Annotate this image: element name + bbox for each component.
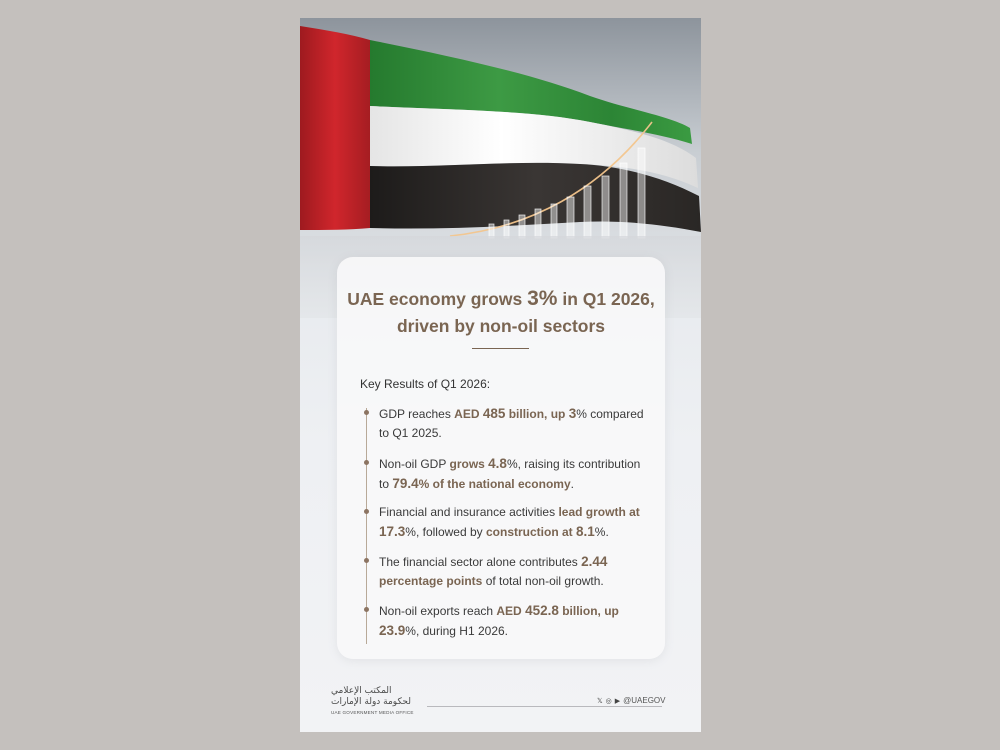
logo-arabic-line-2: لحكومة دولة الإمارات (331, 697, 411, 707)
emphasis-text: 4.8 (488, 456, 507, 471)
emphasis-text: percentage points (379, 574, 483, 588)
body-text: %, raising its contribution to (379, 457, 641, 491)
bullet-dot (364, 509, 369, 514)
social-handle[interactable]: @UAEGOV (623, 696, 666, 705)
body-text: GDP reaches (379, 407, 455, 421)
body-text: of total non-oil growth. (482, 574, 604, 588)
body-text: % compared to Q1 2025. (379, 407, 644, 440)
emphasis-text: 8.1 (576, 524, 595, 539)
emphasis-text: AED (454, 407, 483, 421)
emphasis-text: 485 (482, 406, 506, 421)
media-office-logo (331, 686, 426, 715)
emphasis-text: 452.8 (525, 603, 559, 618)
logo-arabic-line-1: المكتب الإعلامي (331, 686, 392, 696)
title-divider (472, 348, 529, 349)
body-text: The financial sector alone contributes (379, 555, 582, 569)
emphasis-text: construction at (486, 525, 577, 539)
body-text: Financial and insurance activities (379, 505, 559, 519)
emphasis-text: AED (496, 604, 526, 618)
headline (347, 285, 655, 340)
emphasis-text: billion, up (558, 604, 619, 618)
social-links (597, 696, 666, 705)
bullet-dot (364, 410, 369, 415)
logo-english: UAE GOVERNMENT MEDIA OFFICE (331, 710, 414, 715)
emphasis-text: 23.9 (379, 623, 406, 638)
body-text: %, followed by (405, 525, 486, 539)
info-card (337, 257, 665, 659)
emphasis-text: grows (449, 457, 489, 471)
youtube-icon[interactable]: ▶ (614, 697, 621, 705)
headline-part-1: UAE economy grows (347, 289, 528, 309)
emphasis-text: 2.44 (581, 554, 608, 569)
body-text: Non-oil exports reach (379, 604, 497, 618)
body-text: %, during H1 2026. (405, 624, 509, 638)
x-icon[interactable]: 𝕏 (597, 697, 603, 705)
key-result-text (379, 601, 649, 641)
bullet-dot (364, 607, 369, 612)
key-result-text (379, 552, 649, 591)
bullet-dot (364, 558, 369, 563)
key-results-title: Key Results of Q1 2026: (360, 377, 491, 391)
emphasis-text: 79.4 (392, 476, 419, 491)
headline-part-2: in Q1 2026, driven by non-oil sectors (396, 289, 655, 336)
body-text: . (570, 477, 574, 491)
bullet-dot (364, 460, 369, 465)
headline-highlight: 3% (527, 287, 558, 310)
key-result-text (379, 454, 649, 494)
emphasis-text: lead growth at (558, 505, 640, 519)
emphasis-text: % of the national economy (418, 477, 571, 491)
instagram-icon[interactable]: ◎ (605, 697, 612, 705)
footer-divider (427, 706, 662, 707)
key-result-text (379, 503, 649, 542)
key-result-text (379, 404, 649, 443)
emphasis-text: billion, up (505, 407, 569, 421)
body-text: Non-oil GDP (379, 457, 450, 471)
poster (300, 18, 701, 732)
emphasis-text: 3 (568, 406, 577, 421)
emphasis-text: 17.3 (379, 524, 406, 539)
body-text: %. (594, 525, 609, 539)
